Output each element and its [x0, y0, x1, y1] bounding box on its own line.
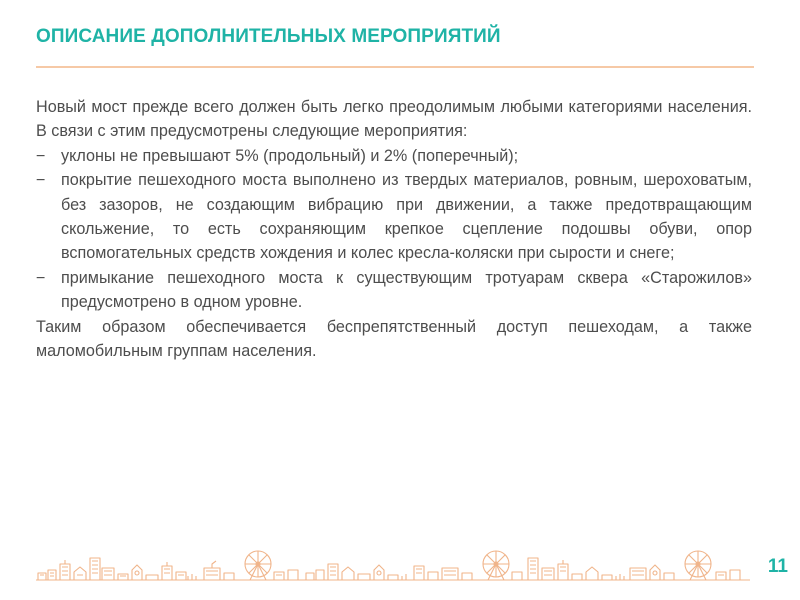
intro-paragraph: Новый мост прежде всего должен быть легко преодолимым любыми категориями населения. В связи с этим предусмотрены следующие мероприятия: — [36, 98, 752, 141]
city-skyline-icon — [36, 546, 750, 582]
list-item — [36, 266, 752, 315]
conclusion-paragraph: Таким образом обеспечивается беспрепятственный доступ пешеходам, а также маломобильным группам населения. — [36, 317, 752, 361]
slide-body — [36, 95, 752, 363]
list-bullet: − — [36, 146, 46, 165]
page-number: 11 — [767, 556, 788, 577]
title-divider — [36, 66, 754, 68]
list-item — [36, 144, 752, 168]
list-item-text: покрытие пешеходного моста выполнено из твердых материалов, ровным, шероховатым, без зазоров, не создающим вибрацию при движении, а также предотвращающим скольжение, то есть сохраняющим крепкое сцепление подошвы обуви, опор вспомогательных средств хождения и колес кресла-коляски при сырости и снеге; — [61, 171, 752, 263]
list-bullet: − — [36, 268, 46, 287]
list-item — [36, 168, 752, 266]
measures-list — [36, 144, 752, 315]
list-item-text: уклоны не превышают 5% (продольный) и 2% (поперечный); — [61, 146, 519, 165]
slide-title: ОПИСАНИЕ ДОПОЛНИТЕЛЬНЫХ МЕРОПРИЯТИЙ — [36, 26, 501, 47]
list-bullet: − — [36, 171, 46, 190]
list-item-text: примыкание пешеходного моста к существующим тротуарам сквера «Старожилов» предусмотрено в одном уровне. — [61, 268, 752, 312]
